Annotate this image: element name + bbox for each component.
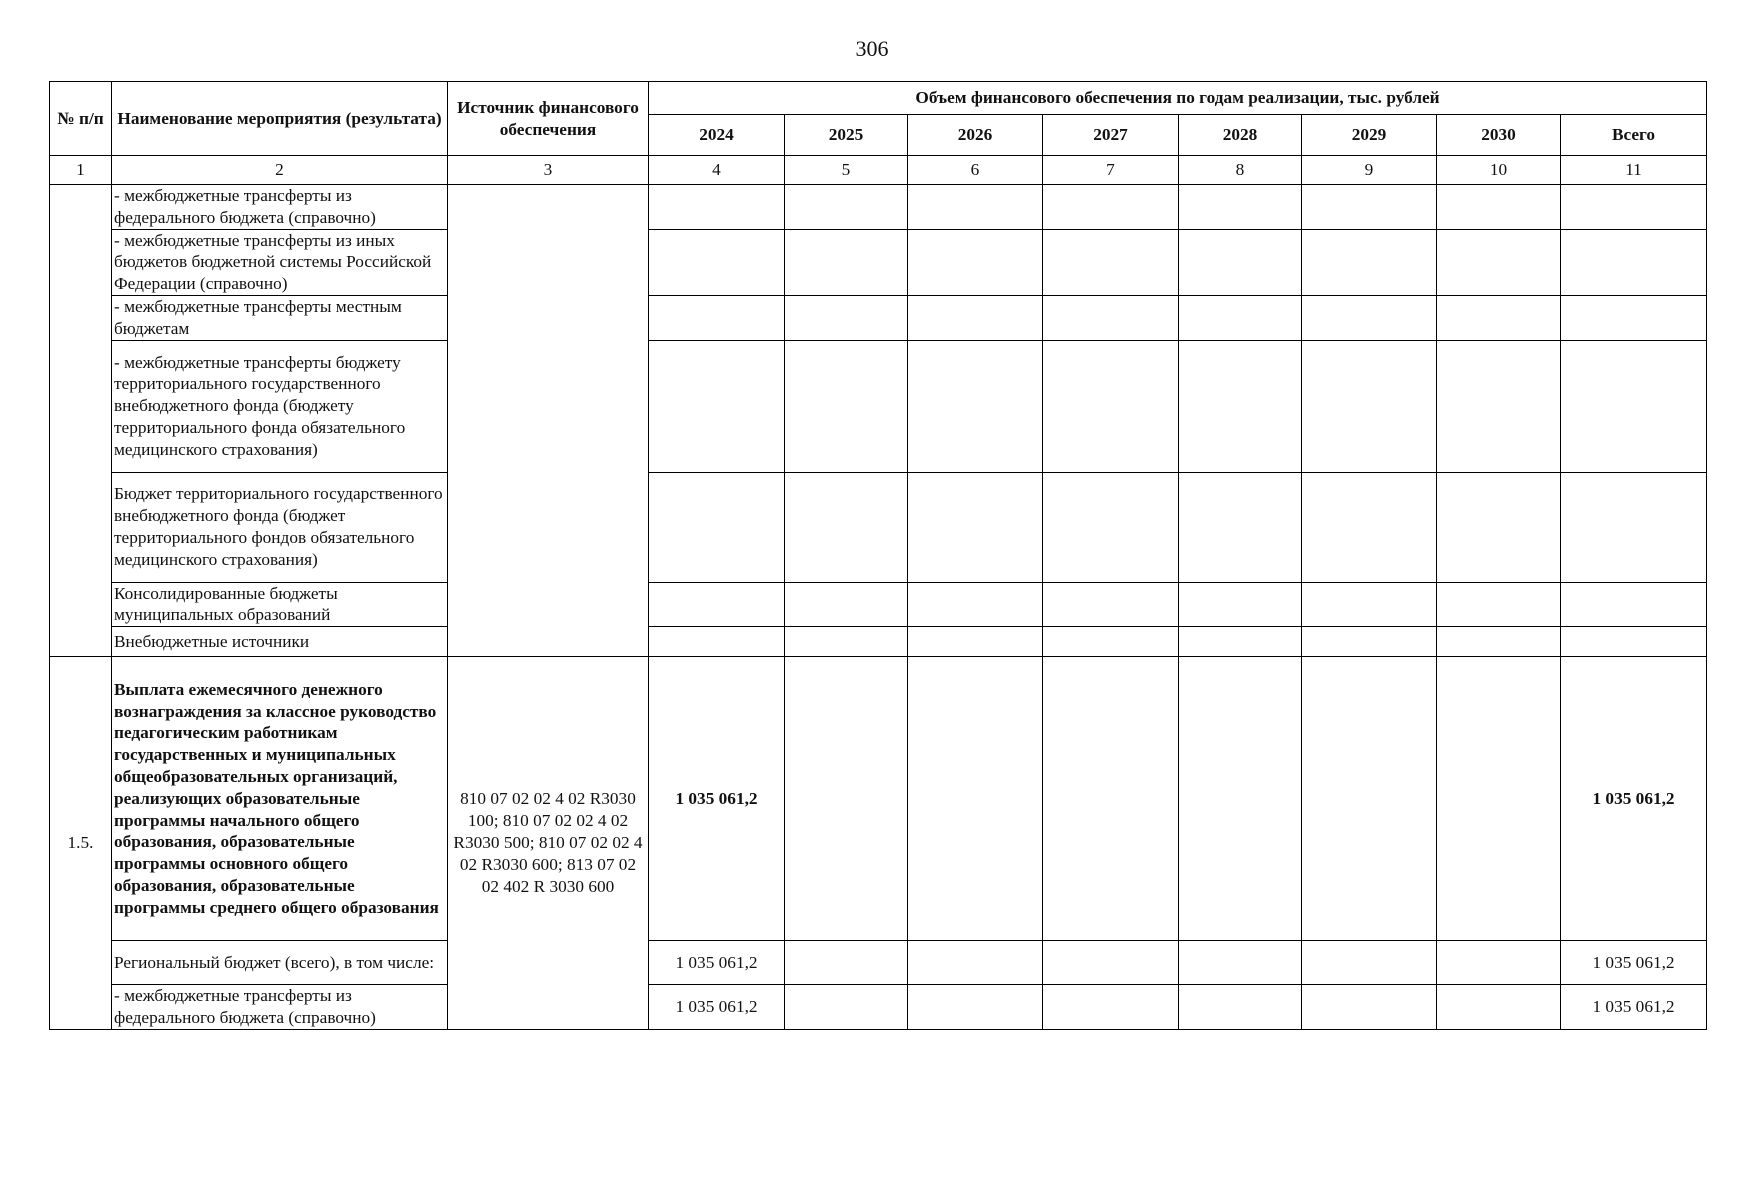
column-number: 9 [1302,156,1437,185]
row-name: - межбюджетные трансферты из иных бюджетов бюджетной системы Российской Федерации (справочно) [112,229,448,295]
header-col-name: Наименование мероприятия (результата) [112,82,448,156]
row-value-total: 1 035 061,2 [1561,985,1707,1030]
item-value-total: 1 035 061,2 [1561,657,1707,941]
header-year-2026: 2026 [908,115,1043,156]
table-row [50,582,1707,627]
row-name: - межбюджетные трансферты из федерального бюджета (справочно) [112,185,448,230]
item-value-2024: 1 035 061,2 [649,657,785,941]
column-number: 10 [1437,156,1561,185]
column-number: 6 [908,156,1043,185]
page-number: 306 [855,36,889,61]
header-year-2027: 2027 [1043,115,1179,156]
table-row [50,229,1707,295]
budget-table [49,81,1707,1030]
item-number: 1.5. [50,657,112,1030]
row-name: - межбюджетные трансферты местным бюджетам [112,295,448,340]
column-number: 4 [649,156,785,185]
column-number: 2 [112,156,448,185]
header-total: Всего [1561,115,1707,156]
header-year-2030: 2030 [1437,115,1561,156]
header-year-2024: 2024 [649,115,785,156]
row-name: Внебюджетные источники [112,627,448,657]
table-row [50,985,1707,1030]
row-value-2024: 1 035 061,2 [649,941,785,985]
column-number: 8 [1179,156,1302,185]
table-row [50,472,1707,582]
header-year-2025: 2025 [785,115,908,156]
row-name: - межбюджетные трансферты бюджету территориального государственного внебюджетного фонда (бюджету территориального фонда обязательного медицинского страхования) [112,340,448,472]
item-name: Выплата ежемесячного денежного вознаграждения за классное руководство педагогическим работникам государственных и муниципальных общеобразовательных организаций, реализующих образовательные программы начального общего образования, образовательные программы основного общего образования, образовательные программы среднего общего образования [112,657,448,941]
table-row [50,627,1707,657]
row-name: Бюджет территориального государственного внебюджетного фонда (бюджет территориального фондов обязательного медицинского страхования) [112,472,448,582]
column-number: 3 [448,156,649,185]
header-year-2029: 2029 [1302,115,1437,156]
row-name: - межбюджетные трансферты из федерального бюджета (справочно) [112,985,448,1030]
header-col-volume: Объем финансового обеспечения по годам реализации, тыс. рублей [649,82,1707,115]
header-year-2028: 2028 [1179,115,1302,156]
table-row [50,941,1707,985]
column-number: 5 [785,156,908,185]
column-number: 11 [1561,156,1707,185]
table-row [50,185,1707,230]
row-number-empty [50,185,112,657]
column-numbers-row [50,156,1707,185]
row-value-2024: 1 035 061,2 [649,985,785,1030]
item-source: 810 07 02 02 4 02 R3030 100; 810 07 02 02 4 02 R3030 500; 810 07 02 02 4 02 R3030 600; 813 07 02 02 402 R 3030 600 [448,657,649,1030]
table-row [50,295,1707,340]
table-row [50,657,1707,941]
row-name: Региональный бюджет (всего), в том числе: [112,941,448,985]
row-name: Консолидированные бюджеты муниципальных образований [112,582,448,627]
column-number: 7 [1043,156,1179,185]
table-row [50,340,1707,472]
row-value-total: 1 035 061,2 [1561,941,1707,985]
header-col-source: Источник финансового обеспечения [448,82,649,156]
column-number: 1 [50,156,112,185]
header-col-no: № п/п [50,82,112,156]
row-source-empty [448,185,649,657]
